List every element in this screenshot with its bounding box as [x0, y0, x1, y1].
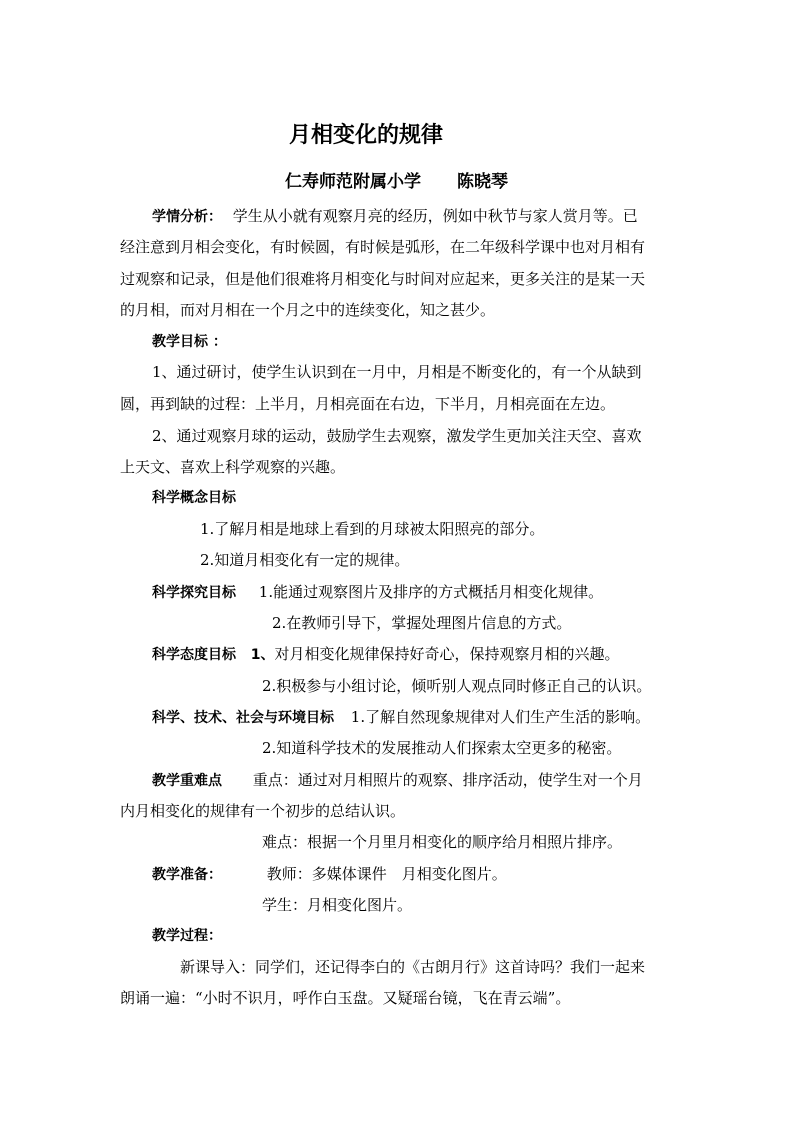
- goal-item-1-cont: 圆，再到缺的过程：上半月，月相亮面在右边，下半月，月相亮面在左边。: [120, 395, 616, 413]
- process-label: 教学过程：: [152, 928, 222, 944]
- goals-label: 教学目标 ：: [152, 334, 227, 350]
- concept-item-1: 1.了解月相是地球上看到的月球被太阳照亮的部分。: [200, 520, 545, 538]
- author-school: 仁寿师范附属小学: [285, 172, 421, 192]
- sts-item-1: 1.了解自然现象规律对人们生产生活的影响。: [350, 708, 651, 726]
- prep-student: 学生：月相变化图片。: [262, 896, 413, 914]
- concept-item-2: 2.知道月相变化有一定的规律。: [200, 551, 410, 569]
- prep-label: 教学准备：: [152, 867, 222, 883]
- attitude-item-1: 对月相变化规律保持好奇心，保持观察月相的兴趣。: [274, 645, 620, 663]
- sts-item-2: 2.知道科学技术的发展推动人们探索太空更多的秘密。: [262, 739, 622, 757]
- sts-label: 科学、技术、社会与环境目标: [152, 710, 334, 726]
- prep-line-1: [152, 864, 507, 885]
- author-name: 陈晓琴: [457, 172, 508, 192]
- goal-item-2-cont: 上天文、喜欢上科学观察的兴趣。: [120, 458, 346, 476]
- analysis-text-1: 学生从小就有观察月亮的经历，例如中秋节与家人赏月等。已: [232, 207, 638, 225]
- process-text-1: 新课导入：同学们，还记得李白的《古朗月行》这首诗吗？我们一起来: [180, 958, 646, 976]
- attitude-line-1: [152, 644, 620, 665]
- goal-item-2: 2、通过观察月球的运动，鼓励学生去观察，激发学生更加关注天空、喜欢: [152, 427, 642, 445]
- analysis-label: 学情分析：: [152, 209, 222, 225]
- concept-label: 科学概念目标: [152, 490, 236, 506]
- inquiry-item-2: 2.在教师引导下，掌握处理图片信息的方式。: [272, 614, 572, 632]
- inquiry-label: 科学探究目标: [152, 585, 236, 601]
- keypoints-key-cont: 内月相变化的规律有一个初步的总结认识。: [120, 802, 406, 820]
- analysis-text-4: 的月相，而对月相在一个月之中的连续变化，知之甚少。: [120, 301, 496, 319]
- attitude-num: 1、: [250, 647, 275, 663]
- page-title: 月相变化的规律: [289, 123, 444, 148]
- sts-line-1: [152, 707, 650, 728]
- analysis-line-1: [152, 206, 638, 227]
- inquiry-line-1: [152, 582, 603, 603]
- goal-item-1: 1、通过研讨，使学生认识到在一月中，月相是不断变化的，有一个从缺到: [152, 363, 642, 381]
- keypoints-difficulty: 难点：根据一个月里月相变化的顺序给月相照片排序。: [262, 833, 623, 851]
- analysis-text-3: 过观察和记录，但是他们很难将月相变化与时间对应起来，更多关注的是某一天: [120, 270, 646, 288]
- keypoints-label: 教学重难点: [152, 773, 222, 789]
- author-line: [285, 170, 508, 194]
- process-text-2: 朗诵一遍：“小时不识月，呼作白玉盘。又疑瑶台镜，飞在青云端”。: [120, 989, 571, 1007]
- prep-teacher: 教师：多媒体课件 月相变化图片。: [266, 865, 507, 883]
- inquiry-item-1: 1.能通过观察图片及排序的方式概括月相变化规律。: [258, 583, 604, 601]
- keypoints-line-1: [152, 770, 643, 791]
- analysis-text-2: 经注意到月相会变化，有时候圆，有时候是弧形，在二年级科学课中也对月相有: [120, 238, 646, 256]
- attitude-label: 科学态度目标: [152, 647, 236, 663]
- keypoints-key: 重点：通过对月相照片的观察、排序活动，使学生对一个月: [252, 771, 643, 789]
- attitude-item-2: 2.积极参与小组讨论，倾听别人观点同时修正自己的认识。: [262, 677, 652, 695]
